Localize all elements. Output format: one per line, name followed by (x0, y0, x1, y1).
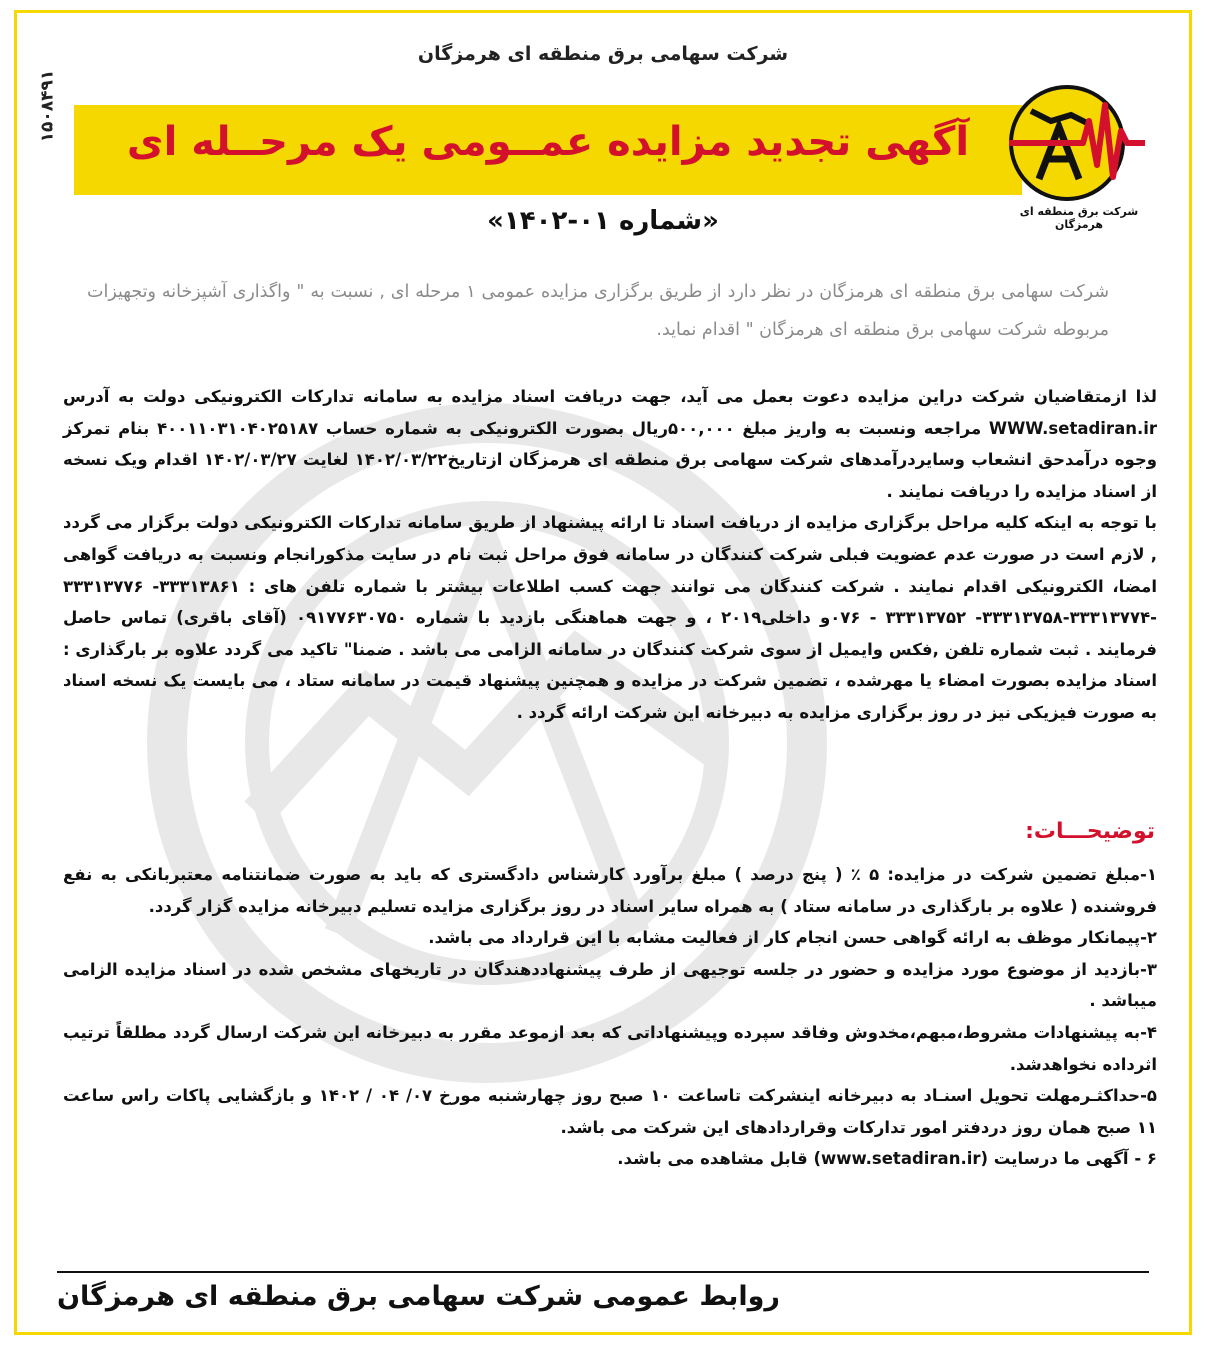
website-link[interactable]: WWW.setadiran.ir (988, 418, 1158, 438)
notes-list (63, 859, 1157, 1175)
serial-number (27, 51, 67, 161)
body-text (63, 381, 1157, 729)
body-paragraph-1-b: مراجعه ونسبت به واریز مبلغ ۵۰۰,۰۰۰ریال بصورت الکترونیکی به شماره حساب ۴۰۰۱۱۰۳۱۰۴۰۲۵۱۸۷ بنام تمرکز وجوه درآمدحق انشعاب وسایردرآمدهای شرکت سهامی برق منطقه ای هرمزگان ازتاریخ۱۴۰۲/۰۳/۲۲ لغایت ۱۴۰۲/۰۳/۲۷ اقدام ویک نسخه از اسناد مزایده را دریافت نمایند . (63, 418, 1158, 501)
body-paragraph-1-a: لذا ازمتقاضیان شرکت دراین مزایده دعوت بعمل می آید، جهت دریافت اسناد مزایده به سامانه تدارکات الکترونیکی دولت به آدرس (63, 387, 1157, 406)
footer-signature: روابط عمومی شرکت سهامی برق منطقه ای هرمزگان (57, 1281, 780, 1312)
note-item: ۴-به پیشنهادات مشروط،مبهم،مخدوش وفاقد سپرده وپیشنهاداتی که بعد ازموعد مقرر به دبیرخانه این شرکت ارسال گردد مطلقاً ترتیب اثرداده نخواهدشد. (63, 1022, 1157, 1074)
notes-heading: توضیحـــات: (1025, 819, 1155, 844)
note-item-6 (63, 1143, 1157, 1175)
note-6-prefix: ۶ - آگهی ما درسایت (993, 1149, 1157, 1169)
footer-divider (57, 1271, 1149, 1273)
company-name-top: شرکت سهامی برق منطقه ای هرمزگان (417, 43, 789, 65)
body-paragraph-1 (63, 381, 1157, 507)
notice-title: آگهی تجدید مزایده عمــومی یک مرحــله ای (126, 119, 970, 165)
note-6-suffix: قابل مشاهده می باشد. (617, 1149, 808, 1169)
note-item: ۳-بازدید از موضوع مورد مزایده و حضور در جلسه توجیهی از طرف پیشنهاددهندگان در تاریخهای مشخص شده در اسناد مزایده الزامی میباشد . (63, 959, 1157, 1011)
company-logo (1001, 81, 1149, 203)
note-item: ۲-پیمانکار موظف به ارائه گواهی حسن انجام کار از فعالیت مشابه با این قرارداد می باشد. (428, 928, 1157, 948)
intro-paragraph: شرکت سهامی برق منطقه ای هرمزگان در نظر دارد از طریق برگزاری مزایده عمومی ۱ مرحله ای , نسبت به " واگذاری آشپزخانه وتجهیزات مربوطه شرکت سهامی برق منطقه ای هرمزگان " اقدام نماید. (87, 282, 1109, 340)
body-paragraph-2: با توجه به اینکه کلیه مراحل برگزاری مزایده از دریافت اسناد تا ارائه پیشنهاد از طریق سامانه تدارکات الکترونیکی دولت برگزار می گردد , لازم است در صورت عدم عضویت فبلی شرکت کنندگان در سامانه فوق مراحل ثبت نام در سایت مذکورانجام ونسبت به دریافت گواهی امضا، الکترونیکی اقدام نمایند . شرکت کنندگان می توانند جهت کسب اطلاعات بیشتر با شماره تلفن های : ۳۳۳۱۳۸۶۱- ۳۳۳۱۳۷۷۶ -۳۳۳۱۳۷۷۴-۳۳۳۱۳۷۵۸- ۳۳۳۱۳۷۵۲ - ۰۷۶و داخلی۲۰۱۹ ، و جهت هماهنگی بازدید با شماره ۰۹۱۷۷۶۳۰۷۵۰ (آقای باقری) تماس حاصل فرمایند . ثبت شماره تلفن ,فکس وایمیل از سوی شرکت کنندگان در سامانه الزامی می باشد . ضمنا" تاکید می گردد علاوه بر بارگذاری : اسناد مزایده بصورت امضاء یا مهرشده ، تضمین شرکت در مزایده و همچنین پیشنهاد قیمت در سامانه ستاد ، می بایست یک نسخه اسناد به صورت فیزیکی نیز در روز برگزاری مزایده به دبیرخانه این شرکت ارائه گردد . (63, 513, 1158, 722)
note-item: ۵-حداکثـرمهلت تحویل اسنـاد به دبیرخانه اینشرکت تاساعت ۱۰ صبح روز چهارشنبه مورخ ۰۷/ ۰۴ / ۱۴۰۲ و بازگشایی پاکات راس ساعت ۱۱ صبح همان روز دردفتر امور تدارکات وقراردادهای این شرکت می باشد. (63, 1086, 1157, 1137)
note-6-website-link[interactable]: (www.setadiran.ir) (813, 1149, 989, 1169)
serial-number-text: ۱۵۰۸۴۹۱ (37, 69, 58, 143)
notice-number: «شماره ۰۱-۱۴۰۲» (487, 206, 719, 236)
note-item: ۱-مبلغ تضمین شرکت در مزایده: ۵ ٪ ( پنج درصد ) مبلغ برآورد کارشناس دادگستری که باید به صورت ضمانتنامه معتبربانکی به نفع فروشنده ( علاوه بر بارگذاری در سامانه ستاد ) به همراه سایر اسناد در روز برگزاری مزایده تسلیم دبیرخانه مزایده گزار گردد. (63, 865, 1157, 916)
title-banner (74, 105, 1022, 195)
electric-tower-pulse-logo-icon (1001, 81, 1149, 203)
notice-frame (14, 10, 1192, 1335)
logo-caption: شرکت برق منطقه ای هرمزگان (1019, 205, 1139, 231)
